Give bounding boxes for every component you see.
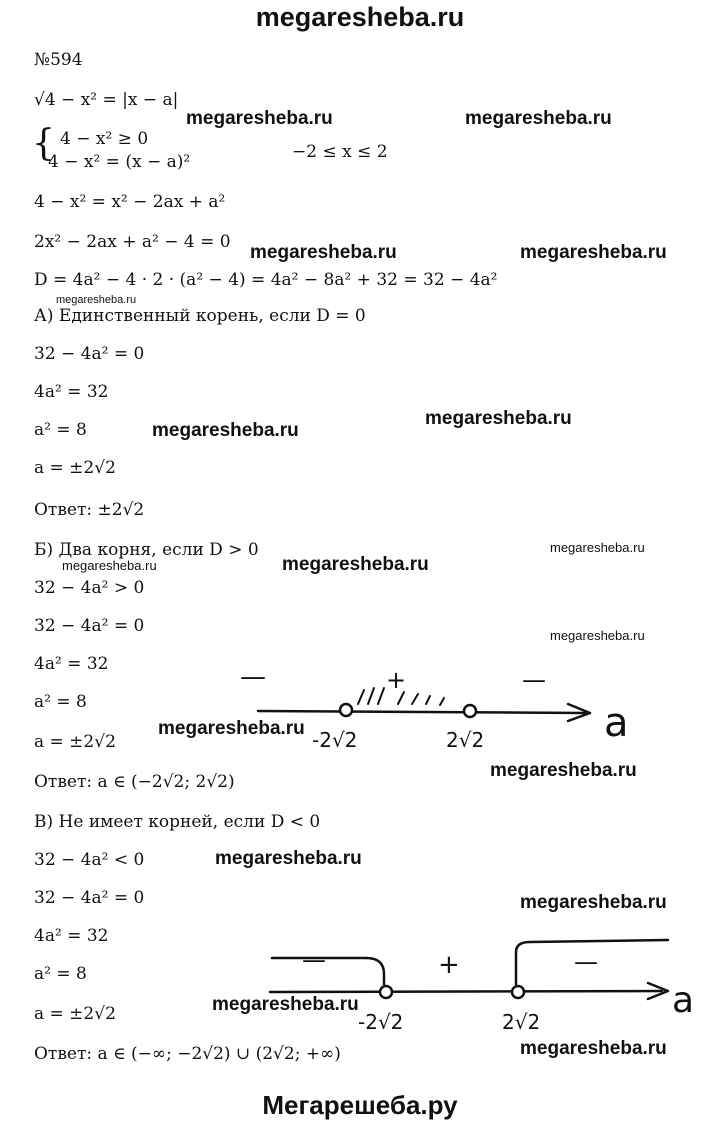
- case-c-step-1: 32 − 4a² < 0: [34, 850, 145, 870]
- watermark: megaresheba.ru: [158, 718, 305, 739]
- case-b-step-4: a² = 8: [34, 692, 87, 712]
- watermark: megaresheba.ru: [520, 892, 667, 913]
- system-line-2: 4 − x² = (x − a)²: [48, 152, 191, 172]
- watermark: megaresheba.ru: [250, 242, 397, 263]
- system-brace: {: [32, 123, 55, 164]
- watermark: megaresheba.ru: [152, 420, 299, 441]
- watermark: megaresheba.ru: [550, 628, 645, 643]
- case-a-step-1: 32 − 4a² = 0: [34, 344, 145, 364]
- watermark: megaresheba.ru: [425, 408, 572, 429]
- watermark: megaresheba.ru: [62, 558, 157, 573]
- expanded-equation: 4 − x² = x² − 2ax + a²: [34, 192, 226, 212]
- sketch-c-minus-right: —: [574, 948, 598, 976]
- sketch-b-axis-label: a: [604, 700, 629, 746]
- case-a-step-2: 4a² = 32: [34, 382, 109, 402]
- case-b-step-3: 4a² = 32: [34, 654, 109, 674]
- case-b-step-1: 32 − 4a² > 0: [34, 578, 145, 598]
- site-footer: Мегарешеба.ру: [262, 1090, 458, 1120]
- domain-condition: −2 ≤ x ≤ 2: [292, 142, 388, 162]
- case-c-step-2: 32 − 4a² = 0: [34, 888, 145, 908]
- sketch-c-label-left: -2√2: [358, 1010, 404, 1034]
- case-a-title: А) Единственный корень, если D = 0: [34, 306, 366, 326]
- case-c-step-5: a = ±2√2: [34, 1004, 116, 1024]
- sketch-b-label-right: 2√2: [446, 728, 485, 752]
- sketch-b-minus-left: —: [240, 662, 266, 692]
- problem-number: №594: [34, 50, 83, 70]
- case-c-title: В) Не имеет корней, если D < 0: [34, 812, 321, 832]
- watermark: megaresheba.ru: [215, 848, 362, 869]
- watermark: megaresheba.ru: [465, 108, 612, 129]
- case-c-answer: Ответ: a ∈ (−∞; −2√2) ∪ (2√2; +∞): [34, 1044, 341, 1064]
- watermark: megaresheba.ru: [282, 554, 429, 575]
- watermark: megaresheba.ru: [520, 242, 667, 263]
- main-equation: √4 − x² = |x − a|: [34, 90, 179, 110]
- sketch-b-label-left: -2√2: [312, 728, 358, 752]
- quadratic-equation: 2x² − 2ax + a² − 4 = 0: [34, 232, 231, 252]
- watermark: megaresheba.ru: [490, 760, 637, 781]
- case-a-step-3: a² = 8: [34, 420, 87, 440]
- system-line-1: 4 − x² ≥ 0: [60, 129, 149, 149]
- case-b-answer: Ответ: a ∈ (−2√2; 2√2): [34, 772, 235, 792]
- watermark: megaresheba.ru: [186, 108, 333, 129]
- watermark: megaresheba.ru: [212, 994, 359, 1015]
- discriminant: D = 4a² − 4 · 2 · (a² − 4) = 4a² − 8a² + 32 = 32 − 4a²: [34, 270, 498, 290]
- case-a-answer: Ответ: ±2√2: [34, 500, 145, 520]
- sketch-b-minus-right: —: [522, 666, 546, 694]
- site-header: megaresheba.ru: [255, 2, 465, 32]
- watermark: megaresheba.ru: [520, 1038, 667, 1059]
- case-b-step-5: a = ±2√2: [34, 732, 116, 752]
- watermark: megaresheba.ru: [550, 540, 645, 555]
- case-c-step-4: a² = 8: [34, 964, 87, 984]
- sketch-b-plus: +: [386, 666, 407, 694]
- sketch-c-label-right: 2√2: [502, 1010, 541, 1034]
- case-a-step-4: a = ±2√2: [34, 458, 116, 478]
- sketch-c-plus: +: [438, 950, 460, 980]
- case-b-title: Б) Два корня, если D > 0: [34, 540, 259, 560]
- watermark: megaresheba.ru: [56, 294, 137, 306]
- case-b-step-2: 32 − 4a² = 0: [34, 616, 145, 636]
- case-c-step-3: 4a² = 32: [34, 926, 109, 946]
- sketch-c-minus-left: —: [302, 946, 326, 974]
- sketch-c-axis-label: a: [672, 980, 695, 1021]
